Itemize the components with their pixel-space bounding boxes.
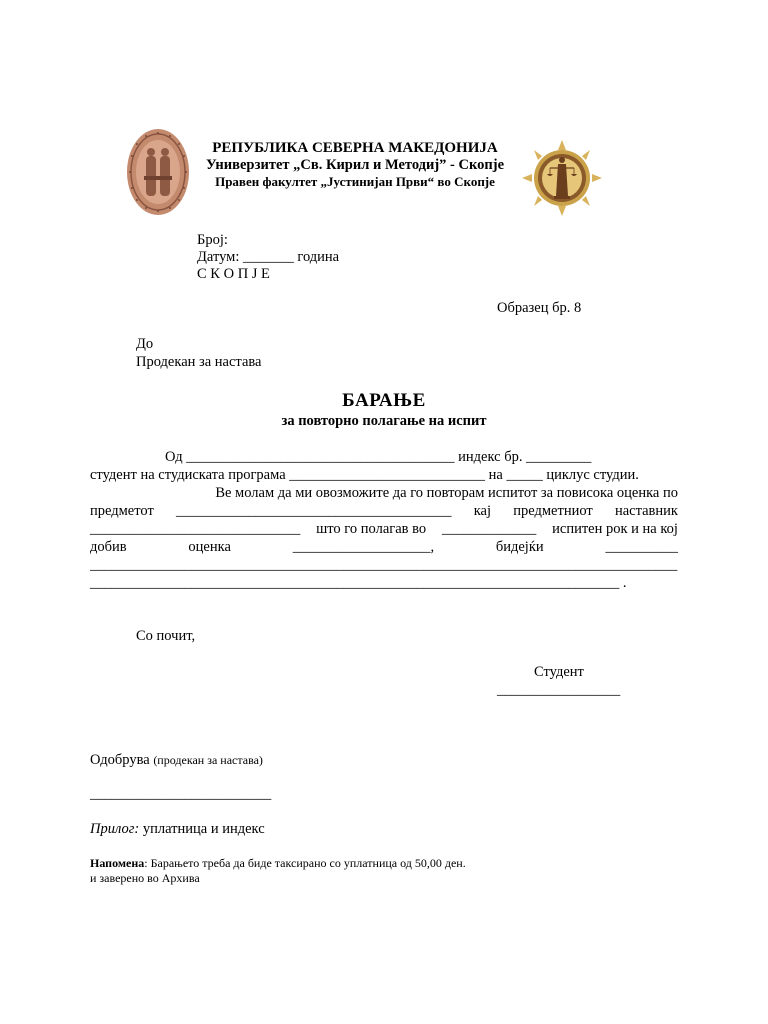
attachment-label: Прилог: [90, 821, 140, 837]
body-line-4-word: ______________________________________ [176, 503, 452, 519]
attachment-text: уплатница и индекс [142, 821, 265, 837]
body-line-7: _________________________________________________________________________________ [90, 557, 678, 573]
approval-label: Одобрува [90, 752, 150, 768]
body-line-4 [90, 503, 678, 520]
body-line-6-word: оценка [188, 539, 231, 555]
body-line-4-word: кај [473, 503, 492, 519]
body-line-6-word: __________ [605, 539, 678, 555]
university-name: Универзитет „Св. Кирил и Методиј” - Скопје [205, 157, 505, 173]
body-line-8: _________________________________________________________________________ . [90, 575, 627, 591]
number-label: Број: [197, 232, 228, 248]
document-title: БАРАЊЕ [342, 390, 426, 411]
body-line-6-word: добив [90, 539, 127, 555]
greeting: Со почит, [136, 628, 196, 644]
justice-emblem-icon [520, 138, 604, 218]
body-line-5-word: _____________________________ [90, 521, 301, 537]
body-line-4-word: предметот [90, 503, 154, 519]
recipient-name: Продекан за настава [136, 354, 262, 370]
student-signature-line: _________________ [497, 682, 621, 698]
date-line: Датум: _______ година [197, 249, 340, 265]
body-line-4-word: предметниот [513, 503, 593, 519]
approval-signature-line: _________________________ [90, 786, 272, 802]
body-line-5-word: што го полагав во [316, 521, 427, 537]
body-line-6 [90, 539, 678, 556]
country-name: РЕПУБЛИКА СЕВЕРНА МАКЕДОНИЈА [212, 140, 498, 156]
body-line-6-word: ___________________, [292, 539, 435, 555]
document-subtitle: за повторно полагање на испит [281, 413, 487, 429]
faculty-name: Правен факултет „Јустинијан Први“ во Скопје [215, 174, 495, 189]
body-line-4-word: наставник [614, 503, 678, 519]
body-line-6-word: бидејќи [495, 539, 544, 555]
university-seal-icon [126, 128, 190, 216]
note-label: Напомена [90, 856, 145, 870]
body-line-3: Ве молам да ми овозможите да го повторам испитот за повисока оценка по [215, 485, 678, 501]
body-line-1: Од _____________________________________ индекс бр. _________ [165, 449, 592, 465]
body-line-5-word: испитен рок и на кој [552, 521, 678, 537]
note-text-2: и заверено во Архива [90, 871, 200, 885]
note-text-1: : Барањето треба да биде таксирано со уплатница од 50,00 ден. [144, 856, 466, 870]
note [90, 856, 466, 871]
form-number: Образец бр. 8 [497, 300, 582, 316]
student-label: Студент [534, 664, 584, 680]
approval-sub: (продекан за настава) [153, 753, 263, 767]
approval [90, 752, 263, 769]
city-label: С К О П Ј Е [197, 266, 270, 282]
body-line-5-word: _____________ [442, 521, 537, 537]
attachment [90, 821, 265, 838]
recipient-to: До [136, 336, 154, 352]
body-line-2: студент на студиската програма ___________________________ на _____ циклус студии. [90, 467, 639, 483]
body-line-5 [90, 521, 678, 538]
